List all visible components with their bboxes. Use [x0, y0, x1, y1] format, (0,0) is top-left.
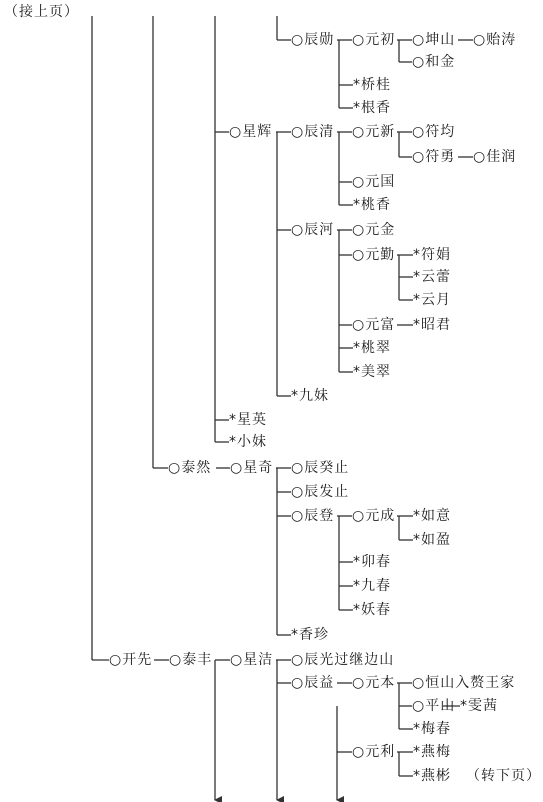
person-node: *香珍	[291, 627, 329, 643]
person-node: ○和金	[412, 54, 456, 70]
person-node: ○元初	[352, 32, 396, 48]
person-node: *根香	[353, 100, 391, 116]
person-node: ○泰然	[168, 460, 212, 476]
person-node: ○辰益	[291, 675, 335, 691]
person-node: ○元本	[352, 675, 396, 691]
person-node: *雯茜	[460, 698, 498, 714]
person-node: *云月	[413, 292, 451, 308]
person-node: ○星辉	[229, 124, 273, 140]
person-node: ○佳润	[473, 149, 517, 165]
person-node: ○元富	[352, 317, 396, 333]
person-node: ○泰丰	[169, 652, 213, 668]
person-node: *九妹	[291, 388, 329, 404]
person-node: ○星奇	[230, 460, 274, 476]
person-node: ○元国	[352, 174, 396, 190]
continued-from-note: （接上页）	[4, 4, 79, 20]
person-node: ○辰河	[291, 222, 335, 238]
person-node: *桃香	[353, 197, 391, 213]
person-node: ○辰发止	[291, 484, 350, 500]
person-node: *九春	[353, 578, 391, 594]
person-node: ○辰登	[291, 508, 335, 524]
person-node: ○贻涛	[473, 32, 517, 48]
person-node: ○恒山入赘王家	[412, 675, 516, 691]
person-node: *燕梅	[413, 744, 451, 760]
person-node: *桃翠	[353, 340, 391, 356]
person-node: ○辰光过继边山	[291, 652, 395, 668]
person-node: ○元金	[352, 222, 396, 238]
person-node: *妖春	[353, 602, 391, 618]
person-node: ○元成	[352, 508, 396, 524]
person-node: ○开先	[109, 652, 153, 668]
person-node: ○星洁	[230, 652, 274, 668]
person-node: *如盈	[413, 532, 451, 548]
person-node: *桥桂	[353, 77, 391, 93]
person-node: *美翠	[353, 364, 391, 380]
person-node: ○辰勋	[291, 32, 335, 48]
person-node: *昭君	[413, 317, 451, 333]
continued-to-note: （转下页）	[466, 768, 541, 784]
person-node: *梅春	[413, 721, 451, 737]
person-node: ○元勤	[352, 247, 396, 263]
person-node: ○符均	[412, 124, 456, 140]
person-node: *云蕾	[413, 269, 451, 285]
person-node: ○平山	[412, 698, 456, 714]
person-node: *如意	[413, 508, 451, 524]
person-node: ○辰清	[291, 124, 335, 140]
person-node: ○符勇	[412, 149, 456, 165]
person-node: ○元利	[352, 744, 396, 760]
person-node: ○元新	[352, 124, 396, 140]
person-node: *符娟	[413, 247, 451, 263]
person-node: *小妹	[229, 434, 267, 450]
person-node: ○坤山	[412, 32, 456, 48]
person-node: ○辰癸止	[291, 460, 350, 476]
person-node: *星英	[229, 412, 267, 428]
person-node: *卯春	[353, 554, 391, 570]
person-node: *燕彬	[413, 768, 451, 784]
